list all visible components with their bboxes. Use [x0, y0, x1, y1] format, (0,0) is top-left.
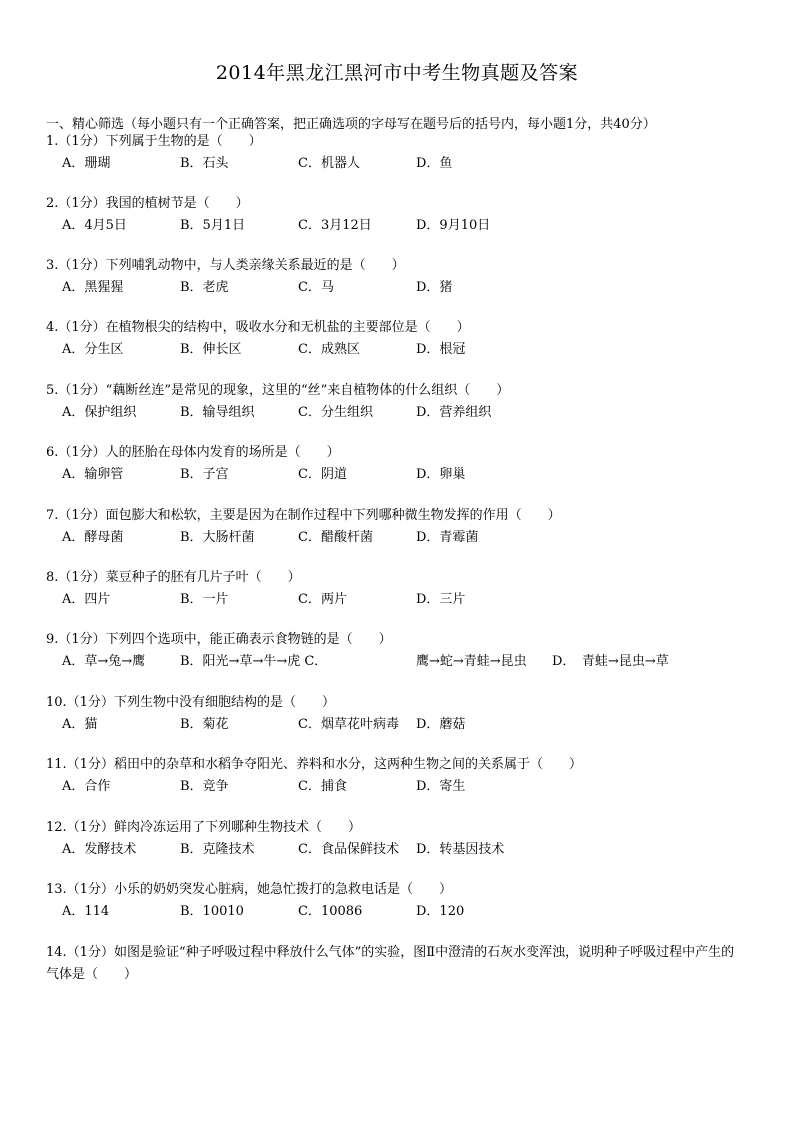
option-a: A．合作: [62, 779, 111, 794]
option-d: D．营养组织: [416, 405, 492, 420]
option-a: A．珊瑚: [62, 156, 111, 171]
option-c: 鹰→蛇→青蛙→昆虫: [416, 654, 527, 669]
option-c: C．两片: [298, 592, 347, 607]
question-text: 7.（1分）面包膨大和松软，主要是因为在制作过程中下列哪种微生物发挥的作用（ ）: [46, 508, 561, 523]
option-b: B．老虎: [180, 280, 229, 295]
question-text: 11.（1分）稻田中的杂草和水稻争夺阳光、养料和水分，这两种生物之间的关系属于（ ）: [46, 757, 582, 772]
option-row: [46, 464, 756, 486]
option-c: C．成熟区: [298, 342, 360, 357]
question-text: 13.（1分）小乐的奶奶突发心脏病，她急忙拨打的急救电话是（ ）: [46, 882, 452, 897]
question-12: [46, 817, 756, 861]
option-c: C．食品保鲜技术: [298, 842, 399, 857]
option-d: D．寄生: [416, 779, 466, 794]
option-d: D．三片: [416, 592, 466, 607]
option-a: A．四片: [62, 592, 111, 607]
option-row: [46, 527, 756, 549]
question-2: [46, 193, 756, 237]
option-c: C．分生组织: [298, 405, 373, 420]
question-6: [46, 442, 756, 486]
page-title: 2014年黑龙江黑河市中考生物真题及答案: [215, 62, 579, 84]
option-c: C．机器人: [298, 156, 360, 171]
option-d: D．卵巢: [416, 467, 466, 482]
option-a: A．114: [62, 904, 110, 919]
option-row: [46, 714, 756, 736]
option-d: D．猪: [416, 280, 453, 295]
option-row: [46, 277, 756, 299]
option-row: [46, 776, 756, 798]
option-b: B．10010: [180, 904, 244, 919]
option-row: [46, 153, 756, 175]
question-3: [46, 255, 756, 299]
option-a: A．分生区: [62, 342, 124, 357]
question-10: [46, 692, 756, 736]
question-text: 3.（1分）下列哺乳动物中，与人类亲缘关系最近的是（ ）: [46, 258, 405, 273]
option-d: D．120: [416, 904, 465, 919]
option-a: A．保护组织: [62, 405, 137, 420]
option-row: [46, 651, 756, 673]
option-a: A．酵母菌: [62, 530, 124, 545]
option-a: A．草→兔→鹰: [62, 654, 146, 669]
question-text: 2.（1分）我国的植树节是（ ）: [46, 196, 249, 211]
question-text: 9.（1分）下列四个选项中，能正确表示食物链的是（ ）: [46, 632, 392, 647]
option-c: C．阴道: [298, 467, 347, 482]
option-b: B．一片: [180, 592, 229, 607]
option-c: C．马: [298, 280, 334, 295]
option-b: B．竞争: [180, 779, 229, 794]
option-c: C．10086: [298, 904, 363, 919]
option-row: [46, 402, 756, 424]
option-a: A．发酵技术: [62, 842, 137, 857]
question-13: [46, 879, 756, 923]
option-c: C．醋酸杆菌: [298, 530, 373, 545]
question-text: 4.（1分）在植物根尖的结构中，吸收水分和无机盐的主要部位是（ ）: [46, 320, 470, 335]
option-b: B．伸长区: [180, 342, 242, 357]
option-b: B．石头: [180, 156, 229, 171]
question-14: [46, 942, 742, 986]
question-text: 5.（1分）“藕断丝连”是常见的现象，这里的“丝”来自植物体的什么组织（ ）: [46, 383, 510, 398]
option-b: B．输导组织: [180, 405, 255, 420]
option-b: B．克隆技术: [180, 842, 255, 857]
question-1: [46, 131, 756, 175]
option-a: A．黑猩猩: [62, 280, 124, 295]
option-row: [46, 901, 756, 923]
option-b: B．大肠杆菌: [180, 530, 255, 545]
option-b: B．菊花: [180, 717, 229, 732]
option-d: D．9月10日: [416, 218, 491, 233]
option-row: [46, 215, 756, 237]
question-text: 8.（1分）菜豆种子的胚有几片子叶（ ）: [46, 570, 301, 585]
option-d: D．蘑菇: [416, 717, 466, 732]
question-5: [46, 380, 756, 424]
question-9: [46, 629, 756, 673]
option-a: A．输卵管: [62, 467, 124, 482]
option-c: C．3月12日: [298, 218, 372, 233]
option-a: A．猫: [62, 717, 98, 732]
option-row: [46, 589, 756, 611]
section-heading: 一、精心筛选（每小题只有一个正确答案，把正确选项的字母写在题号后的括号内，每小题1分，共40分）: [46, 117, 656, 132]
option-row: [46, 839, 756, 861]
option-d: D．鱼: [416, 156, 453, 171]
question-7: [46, 505, 756, 549]
option-d: D． 青蛙→昆虫→草: [552, 654, 669, 669]
question-text: 6.（1分）人的胚胎在母体内发育的场所是（ ）: [46, 445, 340, 460]
option-b: B．子宫: [180, 467, 229, 482]
option-b: B．阳光→草→牛→虎 C．: [180, 654, 328, 669]
question-4: [46, 317, 756, 361]
question-8: [46, 567, 756, 611]
option-c: C．捕食: [298, 779, 347, 794]
question-text: 14.（1分）如图是验证“种子呼吸过程中释放什么气体”的实验，图Ⅱ中澄清的石灰水变浑浊，说明种子呼吸过程中产生的气体是（ ）: [46, 945, 735, 982]
option-d: D．根冠: [416, 342, 466, 357]
option-b: B．5月1日: [180, 218, 246, 233]
option-a: A．4月5日: [62, 218, 127, 233]
question-11: [46, 754, 756, 798]
question-text: 1.（1分）下列属于生物的是（ ）: [46, 134, 262, 149]
option-d: D．转基因技术: [416, 842, 505, 857]
question-text: 10.（1分）下列生物中没有细胞结构的是（ ）: [46, 695, 335, 710]
option-d: D．青霉菌: [416, 530, 479, 545]
option-row: [46, 339, 756, 361]
option-c: C．烟草花叶病毒: [298, 717, 399, 732]
question-text: 12.（1分）鲜肉冷冻运用了下列哪种生物技术（ ）: [46, 820, 361, 835]
